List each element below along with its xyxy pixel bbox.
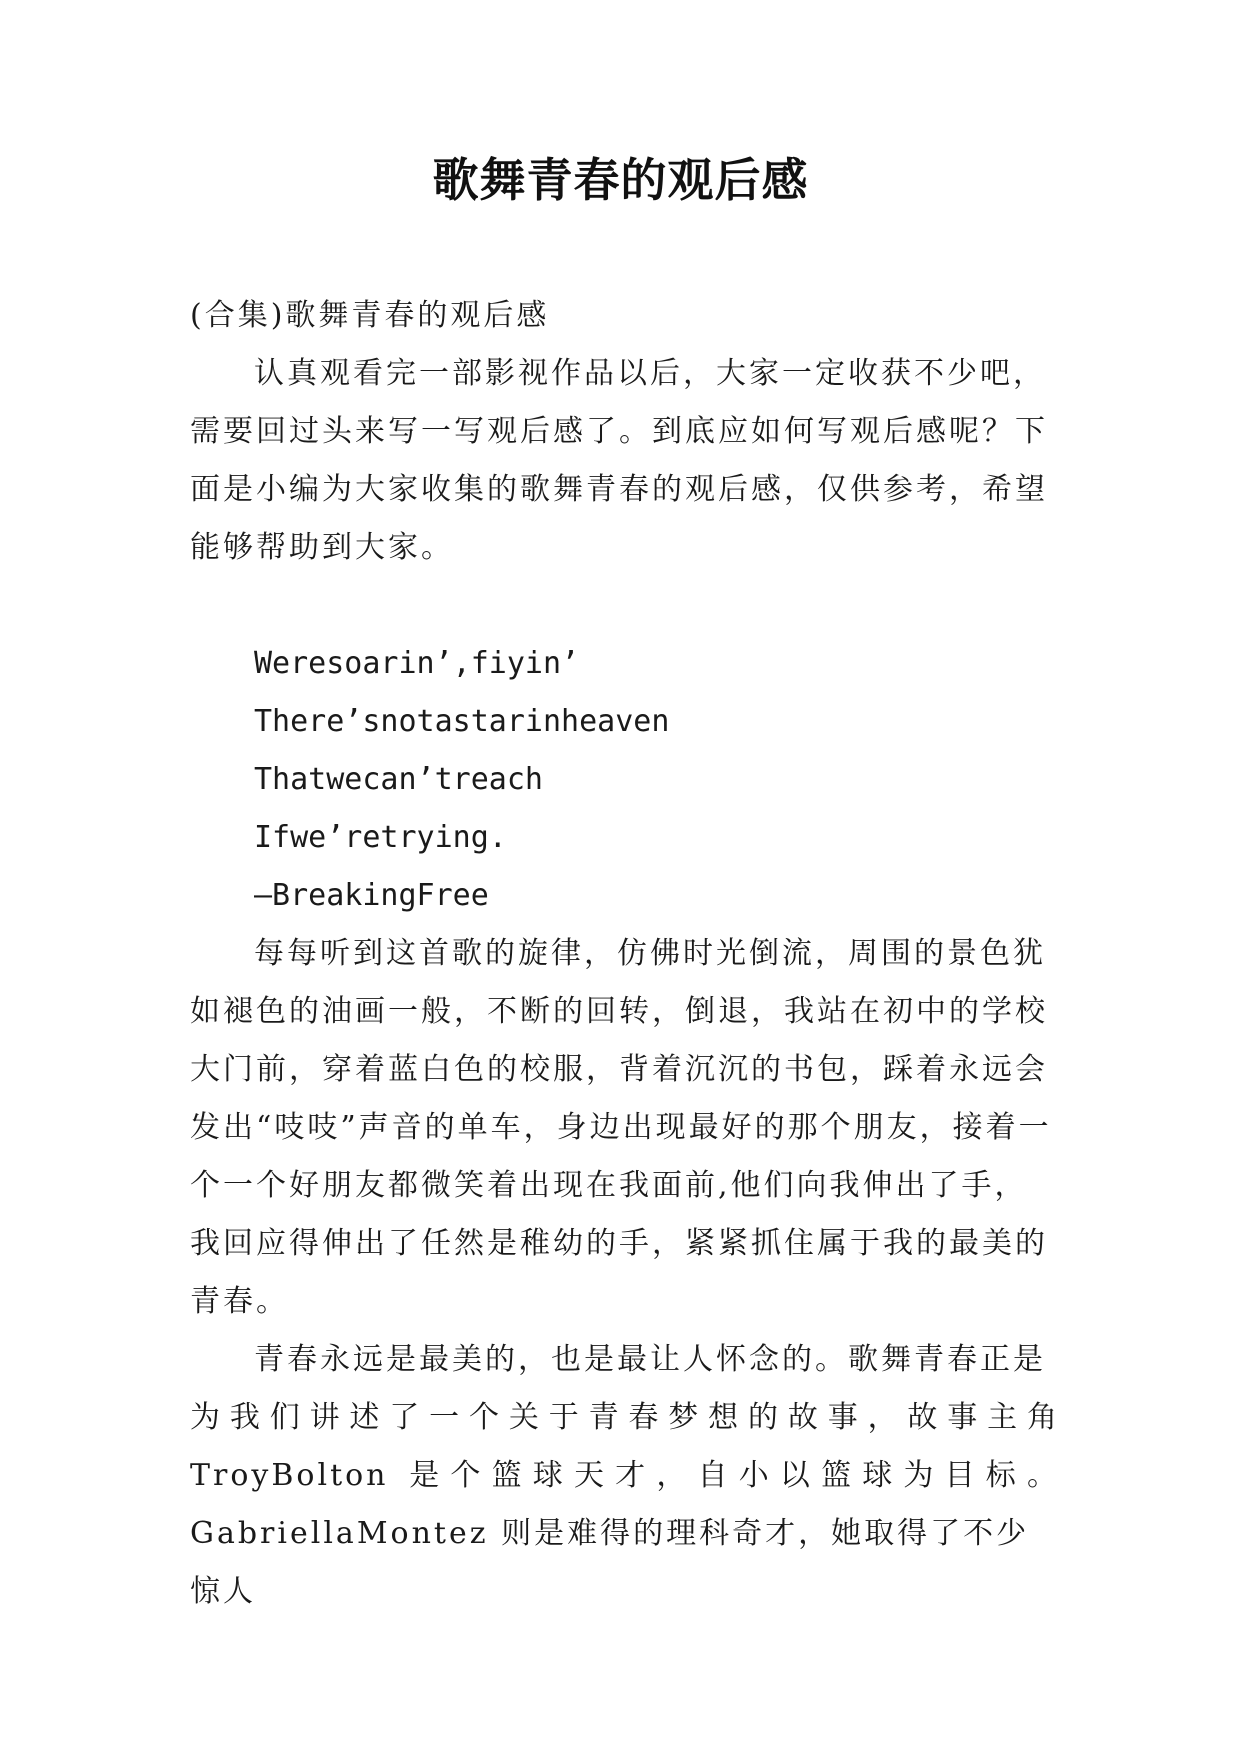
blank-line (190, 577, 1060, 635)
lyric-line: Weresoarin’,fiyin’ (254, 646, 580, 681)
subtitle: (合集)歌舞青春的观后感 (190, 298, 550, 333)
paragraph-story-line-3: TroyBolton 是个篮球天才，自小以篮球为目标。 (190, 1458, 1060, 1493)
paragraph-story-line-2: 为我们讲述了一个关于青春梦想的故事，故事主角 (190, 1400, 1060, 1435)
lyric-line: There’snotastarinheaven (254, 704, 670, 739)
paragraph-memory: 每每听到这首歌的旋律，仿佛时光倒流，周围的景色犹如褪色的油画一般，不断的回转，倒退，我站在初中的学校大门前，穿着蓝白色的校服，背着沉沉的书包，踩着永远会发出“吱吱”声音的单车，身边出现最好的那个朋友，接着一个一个好朋友都微笑着出现在我面前,他们向我伸出了手，我回应得伸出了任然是稚幼的手，紧紧抓住属于我的最美的青春。 (190, 936, 1052, 1319)
lyric-line: Ifwe’retrying. (254, 820, 507, 855)
intro-paragraph: 认真观看完一部影视作品以后，大家一定收获不少吧，需要回过头来写一写观后感了。到底应如何写观后感呢？下面是小编为大家收集的歌舞青春的观后感，仅供参考，希望能够帮助到大家。 (190, 356, 1048, 565)
lyric-attribution: —BreakingFree (254, 878, 489, 913)
paragraph-story-line-1: 青春永远是最美的，也是最让人怀念的。歌舞青春正是 (254, 1342, 1046, 1377)
paragraph-story-line-4: GabriellaMontez 则是难得的理科奇才，她取得了不少惊人 (190, 1516, 1030, 1609)
document-title: 歌舞青春的观后感 (432, 153, 809, 207)
lyric-line: Thatwecan’treach (254, 762, 543, 797)
document-body (190, 287, 1060, 1621)
